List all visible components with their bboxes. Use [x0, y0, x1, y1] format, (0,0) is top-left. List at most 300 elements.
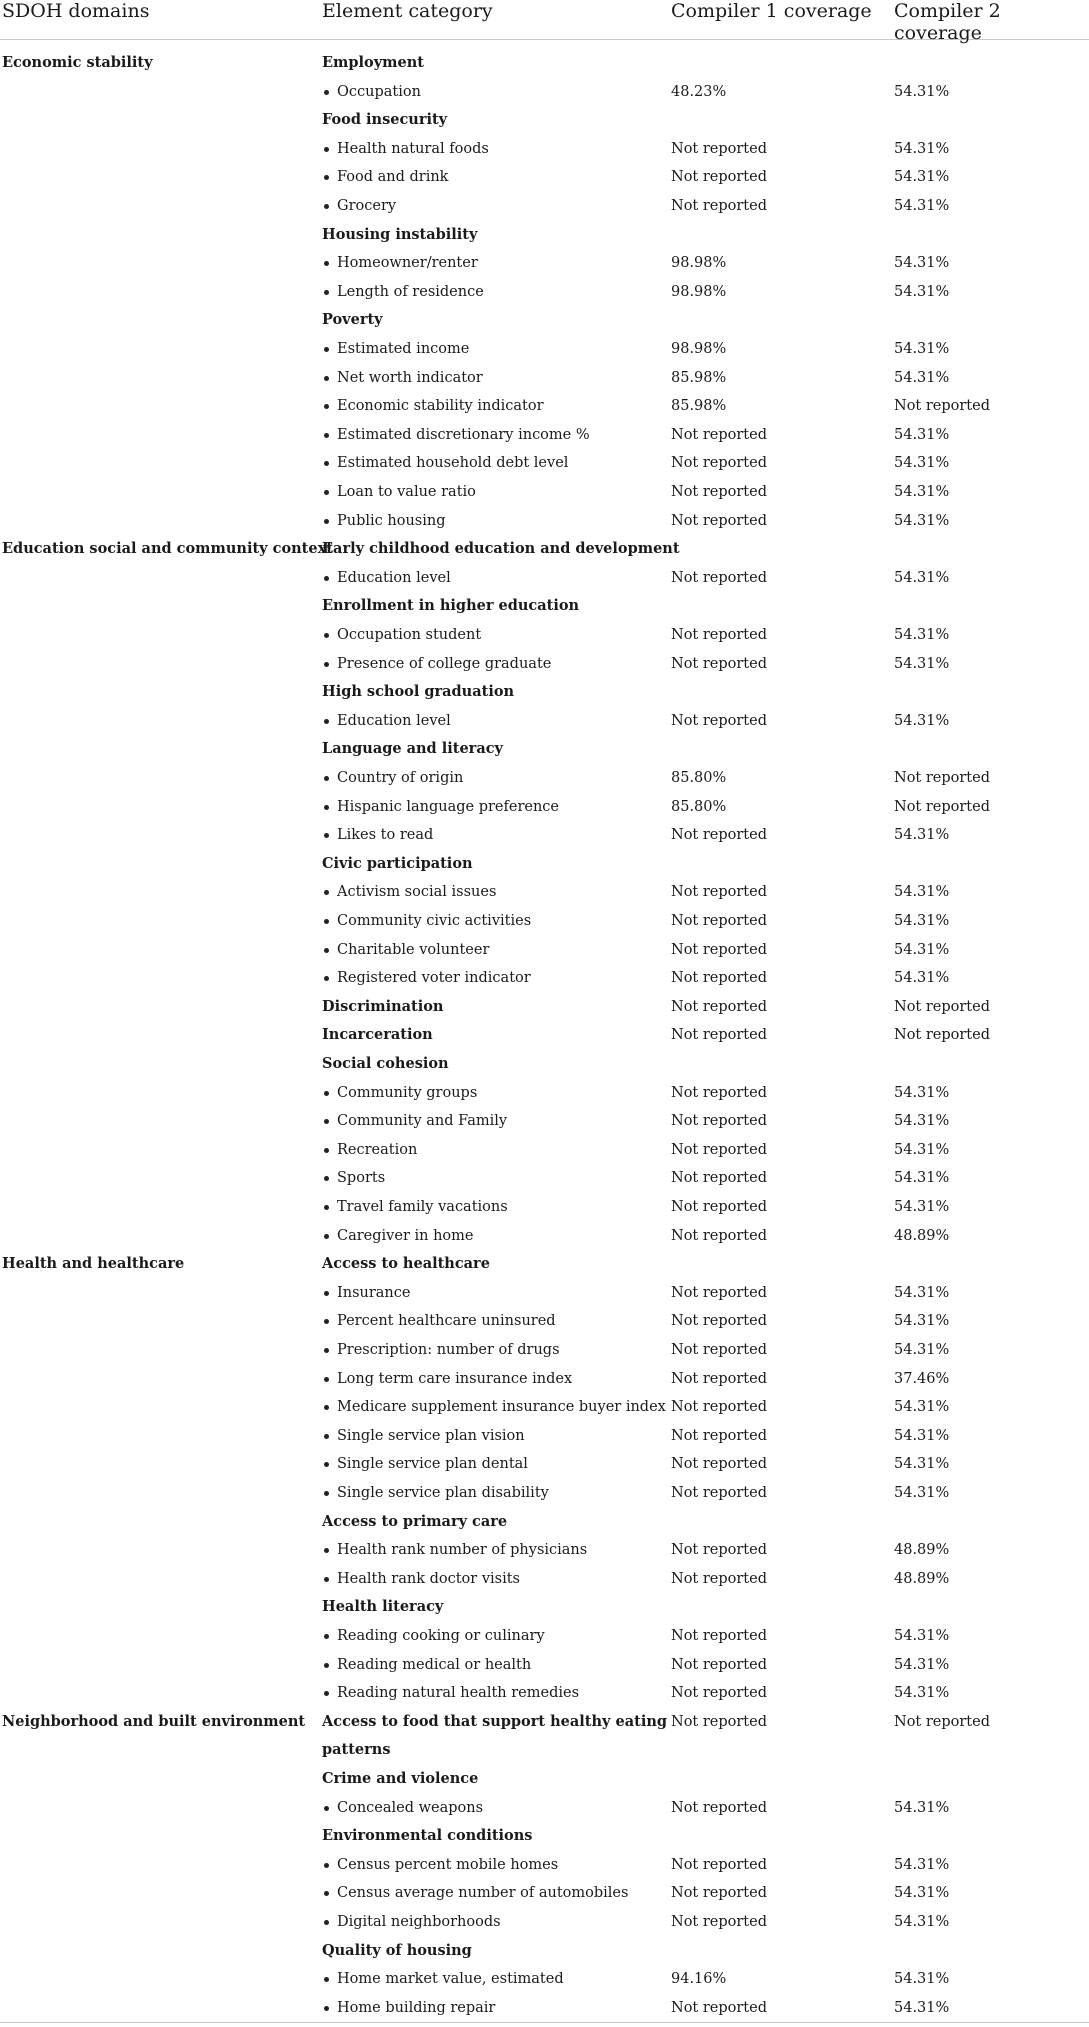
compiler-1-coverage-cell: 85.80%: [671, 798, 727, 815]
domain-cell: Education social and community context: [2, 540, 333, 558]
element-item-cell: Occupation: [337, 83, 421, 100]
element-item-cell: Country of origin: [337, 770, 464, 786]
domain-cell: Economic stability: [2, 54, 153, 71]
compiler-2-coverage-cell: 54.31%: [894, 1199, 950, 1215]
element-item-cell: Health rank number of physicians: [337, 1542, 588, 1559]
table-row: [0, 707, 1089, 736]
compiler-1-coverage-cell: 85.98%: [671, 369, 727, 386]
table-row: [0, 1708, 1089, 1737]
element-item-cell: Estimated income: [337, 341, 470, 357]
table-row: [0, 878, 1089, 907]
table-row: [0, 1622, 1089, 1651]
domain-cell: Health and healthcare: [2, 1255, 185, 1273]
element-item-cell: Census average number of automobiles: [337, 1885, 629, 1902]
compiler-2-coverage-cell: 54.31%: [894, 1656, 950, 1673]
compiler-1-coverage-cell: Not reported: [671, 1027, 767, 1044]
bullet-icon: [324, 805, 329, 810]
compiler-2-coverage-cell: 54.31%: [894, 169, 950, 186]
compiler-1-coverage-cell: Not reported: [671, 627, 767, 643]
table-row: [0, 1479, 1089, 1508]
compiler-2-coverage-cell: 54.31%: [894, 913, 950, 929]
bullet-icon: [324, 1806, 329, 1811]
table-row: [0, 1822, 1089, 1851]
table-row: [0, 135, 1089, 164]
bullet-icon: [324, 948, 329, 953]
table-row: [0, 1536, 1089, 1565]
bullet-icon: [324, 1377, 329, 1382]
compiler-2-coverage-cell: 54.31%: [894, 1284, 950, 1301]
table-row: [0, 1079, 1089, 1108]
compiler-1-coverage-cell: Not reported: [671, 1485, 767, 1501]
table-row: [0, 1965, 1089, 1994]
element-category-cell: Early childhood education and development: [322, 540, 680, 558]
bullet-icon: [324, 376, 329, 381]
compiler-2-coverage-cell: 54.31%: [894, 970, 950, 987]
bullet-icon: [324, 90, 329, 95]
element-item-cell: Single service plan dental: [337, 1456, 528, 1473]
compiler-1-coverage-cell: Not reported: [671, 1227, 767, 1244]
table-row: [0, 1422, 1089, 1451]
element-item-cell: Single service plan disability: [337, 1485, 549, 1501]
element-category-cell: Discrimination: [322, 997, 444, 1015]
element-item-cell: Community and Family: [337, 1113, 508, 1130]
element-item-cell: Activism social issues: [337, 884, 497, 901]
compiler-2-coverage-cell: 54.31%: [894, 1914, 950, 1930]
compiler-1-coverage-cell: 94.16%: [671, 1971, 727, 1988]
table-row: [0, 421, 1089, 450]
compiler-1-coverage-cell: Not reported: [671, 1885, 767, 1902]
bullet-icon: [324, 347, 329, 352]
table-row: [0, 449, 1089, 478]
compiler-2-coverage-cell: 54.31%: [894, 140, 950, 157]
compiler-1-coverage-cell: 85.80%: [671, 770, 727, 786]
compiler-1-coverage-cell: Not reported: [671, 1914, 767, 1930]
element-item-cell: Home building repair: [337, 1999, 496, 2016]
table-row: [0, 735, 1089, 764]
compiler-2-coverage-cell: 54.31%: [894, 455, 950, 472]
table-row: [0, 1336, 1089, 1365]
table-row: [0, 1021, 1089, 1050]
compiler-1-coverage-cell: Not reported: [671, 1313, 767, 1330]
bullet-icon: [324, 1663, 329, 1668]
table-row: [0, 1565, 1089, 1594]
compiler-2-coverage-cell: 54.31%: [894, 1685, 950, 1702]
element-item-cell: Census percent mobile homes: [337, 1856, 559, 1873]
table-row: [0, 106, 1089, 135]
table-row: [0, 1679, 1089, 1708]
element-item-cell: Education level: [337, 712, 451, 729]
compiler-2-coverage-cell: Not reported: [894, 1713, 990, 1730]
element-item-cell: Estimated household debt level: [337, 455, 569, 472]
element-item-cell: Occupation student: [337, 627, 482, 643]
compiler-2-coverage-cell: 54.31%: [894, 884, 950, 901]
table-row: [0, 1193, 1089, 1222]
table-row: [0, 907, 1089, 936]
bullet-icon: [324, 1548, 329, 1553]
compiler-1-coverage-cell: 98.98%: [671, 255, 727, 272]
element-item-cell: Single service plan vision: [337, 1427, 525, 1444]
table-row: [0, 249, 1089, 278]
table-row: [0, 650, 1089, 679]
element-item-cell: Medicare supplement insurance buyer index: [337, 1399, 666, 1416]
header-element-category: Element category: [322, 0, 493, 22]
bullet-icon: [324, 576, 329, 581]
table-row: [0, 592, 1089, 621]
compiler-1-coverage-cell: Not reported: [671, 455, 767, 472]
element-item-cell: Caregiver in home: [337, 1227, 474, 1244]
compiler-2-coverage-cell: 48.89%: [894, 1542, 950, 1559]
element-category-cell: Food insecurity: [322, 111, 448, 129]
element-item-cell: Likes to read: [337, 827, 434, 844]
table-row: [0, 364, 1089, 393]
element-category-cell: Incarceration: [322, 1026, 433, 1044]
compiler-1-coverage-cell: 85.98%: [671, 398, 727, 415]
compiler-2-coverage-cell: 54.31%: [894, 369, 950, 386]
compiler-1-coverage-cell: Not reported: [671, 970, 767, 987]
element-category-cell: Civic participation: [322, 854, 473, 872]
element-category-cell: Quality of housing: [322, 1941, 472, 1959]
compiler-1-coverage-cell: Not reported: [671, 1141, 767, 1158]
compiler-2-coverage-cell: 54.31%: [894, 655, 950, 672]
bullet-icon: [324, 919, 329, 924]
bullet-icon: [324, 1491, 329, 1496]
element-item-cell: Hispanic language preference: [337, 798, 560, 815]
bullet-icon: [324, 261, 329, 266]
table-row: [0, 1279, 1089, 1308]
table-row: [0, 478, 1089, 507]
bullet-icon: [324, 1291, 329, 1296]
table-row: [0, 1107, 1089, 1136]
compiler-1-coverage-cell: Not reported: [671, 1685, 767, 1702]
compiler-2-coverage-cell: 48.89%: [894, 1570, 950, 1587]
element-category-cell: Crime and violence: [322, 1770, 479, 1787]
element-item-cell: Percent healthcare uninsured: [337, 1313, 556, 1330]
table-row: [0, 1879, 1089, 1908]
element-category-cell: Employment: [322, 54, 424, 71]
element-item-cell: Community civic activities: [337, 913, 532, 929]
bullet-icon: [324, 1434, 329, 1439]
compiler-1-coverage-cell: Not reported: [671, 1199, 767, 1215]
table-row: [0, 1365, 1089, 1394]
table-row: [0, 1393, 1089, 1422]
compiler-2-coverage-cell: 54.31%: [894, 283, 950, 300]
element-item-cell: Sports: [337, 1170, 386, 1187]
compiler-2-coverage-cell: 54.31%: [894, 198, 950, 214]
compiler-2-coverage-cell: 54.31%: [894, 1113, 950, 1130]
compiler-2-coverage-cell: 54.31%: [894, 569, 950, 586]
table-row: [0, 163, 1089, 192]
compiler-1-coverage-cell: Not reported: [671, 1342, 767, 1358]
element-category-cell: Access to healthcare: [322, 1255, 490, 1273]
table-row: [0, 1736, 1089, 1765]
element-category-cell: Environmental conditions: [322, 1827, 533, 1845]
domain-cell: Neighborhood and built environment: [2, 1712, 306, 1730]
compiler-2-coverage-cell: 54.31%: [894, 1799, 950, 1816]
bullet-icon: [324, 976, 329, 981]
bullet-icon: [324, 175, 329, 180]
compiler-1-coverage-cell: Not reported: [671, 169, 767, 186]
compiler-1-coverage-cell: Not reported: [671, 655, 767, 672]
bullet-icon: [324, 1634, 329, 1639]
element-item-cell: Loan to value ratio: [337, 484, 476, 500]
table-row: [0, 850, 1089, 879]
compiler-2-coverage-cell: 54.31%: [894, 426, 950, 443]
table-row: [0, 993, 1089, 1022]
element-category-cell: Housing instability: [322, 225, 478, 243]
compiler-1-coverage-cell: Not reported: [671, 512, 767, 529]
compiler-1-coverage-cell: Not reported: [671, 140, 767, 157]
element-item-cell: Estimated discretionary income %: [337, 426, 590, 443]
bullet-icon: [324, 147, 329, 152]
bullet-icon: [324, 204, 329, 209]
bullet-icon: [324, 1920, 329, 1925]
compiler-1-coverage-cell: Not reported: [671, 941, 767, 958]
compiler-1-coverage-cell: Not reported: [671, 913, 767, 929]
compiler-2-coverage-cell: Not reported: [894, 398, 990, 415]
compiler-2-coverage-cell: 54.31%: [894, 1856, 950, 1873]
compiler-2-coverage-cell: 54.31%: [894, 1141, 950, 1158]
compiler-2-coverage-cell: 54.31%: [894, 1971, 950, 1988]
bullet-icon: [324, 833, 329, 838]
table-row: [0, 49, 1089, 78]
compiler-2-coverage-cell: 54.31%: [894, 255, 950, 272]
compiler-1-coverage-cell: Not reported: [671, 712, 767, 729]
table-row: [0, 535, 1089, 564]
table-row: [0, 221, 1089, 250]
element-category-cell: Access to primary care: [322, 1512, 508, 1530]
element-item-cell: Length of residence: [337, 283, 484, 300]
compiler-2-coverage-cell: Not reported: [894, 770, 990, 786]
compiler-2-coverage-cell: 54.31%: [894, 1885, 950, 1902]
compiler-2-coverage-cell: 54.31%: [894, 1084, 950, 1101]
element-item-cell: Prescription: number of drugs: [337, 1342, 560, 1358]
table-row: [0, 793, 1089, 822]
compiler-2-coverage-cell: Not reported: [894, 1027, 990, 1044]
compiler-2-coverage-cell: Not reported: [894, 998, 990, 1015]
compiler-1-coverage-cell: Not reported: [671, 569, 767, 586]
element-item-cell: Digital neighborhoods: [337, 1914, 501, 1930]
bullet-icon: [324, 1348, 329, 1353]
element-item-cell: Insurance: [337, 1284, 411, 1301]
table-row: [0, 1222, 1089, 1251]
compiler-1-coverage-cell: Not reported: [671, 1370, 767, 1387]
table-row: [0, 1593, 1089, 1622]
compiler-1-coverage-cell: Not reported: [671, 1542, 767, 1559]
table-row: [0, 392, 1089, 421]
table-row: [0, 306, 1089, 335]
table-row: [0, 192, 1089, 221]
element-item-cell: Long term care insurance index: [337, 1370, 573, 1387]
compiler-1-coverage-cell: Not reported: [671, 1170, 767, 1187]
compiler-1-coverage-cell: 98.98%: [671, 341, 727, 357]
element-item-cell: Food and drink: [337, 169, 449, 186]
compiler-1-coverage-cell: 98.98%: [671, 283, 727, 300]
compiler-2-coverage-cell: 54.31%: [894, 1999, 950, 2016]
compiler-1-coverage-cell: Not reported: [671, 1713, 767, 1730]
compiler-1-coverage-cell: Not reported: [671, 426, 767, 443]
element-item-cell: Home market value, estimated: [337, 1971, 564, 1988]
compiler-1-coverage-cell: Not reported: [671, 827, 767, 844]
element-item-cell: Economic stability indicator: [337, 398, 544, 415]
element-item-cell: Reading medical or health: [337, 1656, 532, 1673]
table-row: [0, 1307, 1089, 1336]
bullet-icon: [324, 1691, 329, 1696]
table-row: [0, 1050, 1089, 1079]
compiler-2-coverage-cell: 54.31%: [894, 1399, 950, 1416]
table-bottom-rule: [0, 2022, 1089, 2023]
table-row: [0, 1651, 1089, 1680]
bullet-icon: [324, 461, 329, 466]
bullet-icon: [324, 1119, 329, 1124]
element-item-cell: Presence of college graduate: [337, 655, 552, 672]
element-item-cell: Charitable volunteer: [337, 941, 490, 958]
element-item-cell: Concealed weapons: [337, 1799, 484, 1816]
compiler-2-coverage-cell: 48.89%: [894, 1227, 950, 1244]
compiler-2-coverage-cell: 54.31%: [894, 341, 950, 357]
element-item-cell: Registered voter indicator: [337, 970, 531, 987]
compiler-2-coverage-cell: Not reported: [894, 798, 990, 815]
header-compiler-1-coverage: Compiler 1 coverage: [671, 0, 872, 22]
table-row: [0, 1250, 1089, 1279]
compiler-2-coverage-cell: 54.31%: [894, 1628, 950, 1644]
table-row: [0, 564, 1089, 593]
table-row: [0, 1794, 1089, 1823]
table-row: [0, 964, 1089, 993]
compiler-2-coverage-cell: 54.31%: [894, 627, 950, 643]
element-item-cell: Education level: [337, 569, 451, 586]
table-row: [0, 1765, 1089, 1794]
table-header: [0, 0, 1089, 44]
bullet-icon: [324, 290, 329, 295]
compiler-1-coverage-cell: Not reported: [671, 1427, 767, 1444]
element-item-cell: Reading natural health remedies: [337, 1685, 580, 1702]
table-row: [0, 1136, 1089, 1165]
element-category-cell: Health literacy: [322, 1598, 444, 1616]
compiler-1-coverage-cell: Not reported: [671, 1456, 767, 1473]
compiler-2-coverage-cell: 54.31%: [894, 1342, 950, 1358]
element-category-cell: Access to food that support healthy eating: [322, 1712, 668, 1730]
element-item-cell: Grocery: [337, 198, 397, 214]
compiler-2-coverage-cell: 54.31%: [894, 1485, 950, 1501]
compiler-2-coverage-cell: 54.31%: [894, 83, 950, 100]
element-category-cell: patterns: [322, 1741, 391, 1759]
bullet-icon: [324, 1091, 329, 1096]
bullet-icon: [324, 1977, 329, 1982]
compiler-1-coverage-cell: Not reported: [671, 1856, 767, 1873]
element-item-cell: Public housing: [337, 512, 446, 529]
table-row: [0, 335, 1089, 364]
compiler-1-coverage-cell: Not reported: [671, 1628, 767, 1644]
bullet-icon: [324, 519, 329, 524]
table-row: [0, 278, 1089, 307]
compiler-2-coverage-cell: 54.31%: [894, 1313, 950, 1330]
bullet-icon: [324, 1148, 329, 1153]
bullet-icon: [324, 1462, 329, 1467]
table-row: [0, 1164, 1089, 1193]
compiler-2-coverage-cell: 54.31%: [894, 484, 950, 500]
compiler-1-coverage-cell: Not reported: [671, 1113, 767, 1130]
compiler-2-coverage-cell: 54.31%: [894, 1427, 950, 1444]
element-category-cell: High school graduation: [322, 683, 515, 701]
table-row: [0, 821, 1089, 850]
compiler-2-coverage-cell: 54.31%: [894, 512, 950, 529]
element-item-cell: Travel family vacations: [337, 1199, 508, 1215]
element-category-cell: Poverty: [322, 311, 383, 329]
compiler-1-coverage-cell: Not reported: [671, 1799, 767, 1816]
bullet-icon: [324, 1863, 329, 1868]
element-category-cell: Enrollment in higher education: [322, 597, 580, 615]
element-category-cell: Language and literacy: [322, 740, 503, 758]
element-item-cell: Health natural foods: [337, 140, 489, 157]
compiler-1-coverage-cell: Not reported: [671, 1999, 767, 2016]
compiler-2-coverage-cell: 54.31%: [894, 712, 950, 729]
table-row: [0, 1450, 1089, 1479]
element-item-cell: Homeowner/renter: [337, 255, 478, 272]
bullet-icon: [324, 890, 329, 895]
compiler-1-coverage-cell: Not reported: [671, 1399, 767, 1416]
bullet-icon: [324, 1405, 329, 1410]
compiler-1-coverage-cell: Not reported: [671, 484, 767, 500]
bullet-icon: [324, 2006, 329, 2011]
header-compiler-2-coverage: Compiler 2 coverage: [894, 0, 1001, 44]
compiler-2-coverage-cell: 54.31%: [894, 1170, 950, 1187]
compiler-1-coverage-cell: Not reported: [671, 1570, 767, 1587]
table-row: [0, 78, 1089, 107]
element-item-cell: Reading cooking or culinary: [337, 1628, 545, 1644]
bullet-icon: [324, 404, 329, 409]
bullet-icon: [324, 662, 329, 667]
bullet-icon: [324, 776, 329, 781]
bullet-icon: [324, 633, 329, 638]
bullet-icon: [324, 1176, 329, 1181]
compiler-1-coverage-cell: Not reported: [671, 1284, 767, 1301]
element-item-cell: Recreation: [337, 1141, 418, 1158]
table-row: [0, 1908, 1089, 1937]
bullet-icon: [324, 1577, 329, 1582]
compiler-1-coverage-cell: Not reported: [671, 884, 767, 901]
compiler-1-coverage-cell: Not reported: [671, 1084, 767, 1101]
compiler-1-coverage-cell: Not reported: [671, 1656, 767, 1673]
compiler-2-coverage-cell: 54.31%: [894, 1456, 950, 1473]
bullet-icon: [324, 719, 329, 724]
table-row: [0, 678, 1089, 707]
header-sdoh-domains: SDOH domains: [2, 0, 150, 22]
table-row: [0, 1508, 1089, 1537]
bullet-icon: [324, 1319, 329, 1324]
element-item-cell: Net worth indicator: [337, 369, 483, 386]
table-row: [0, 936, 1089, 965]
compiler-1-coverage-cell: 48.23%: [671, 83, 727, 100]
compiler-2-coverage-cell: 54.31%: [894, 827, 950, 844]
compiler-2-coverage-cell: 37.46%: [894, 1370, 950, 1387]
element-item-cell: Community groups: [337, 1084, 478, 1101]
bullet-icon: [324, 1205, 329, 1210]
bullet-icon: [324, 1891, 329, 1896]
compiler-2-coverage-cell: 54.31%: [894, 941, 950, 958]
compiler-1-coverage-cell: Not reported: [671, 198, 767, 214]
element-item-cell: Health rank doctor visits: [337, 1570, 520, 1587]
table-row: [0, 621, 1089, 650]
bullet-icon: [324, 433, 329, 438]
table-row: [0, 1937, 1089, 1966]
table-row: [0, 764, 1089, 793]
bullet-icon: [324, 490, 329, 495]
table-row: [0, 1994, 1089, 2023]
compiler-1-coverage-cell: Not reported: [671, 998, 767, 1015]
table-row: [0, 1851, 1089, 1880]
bullet-icon: [324, 1234, 329, 1239]
element-category-cell: Social cohesion: [322, 1055, 449, 1072]
